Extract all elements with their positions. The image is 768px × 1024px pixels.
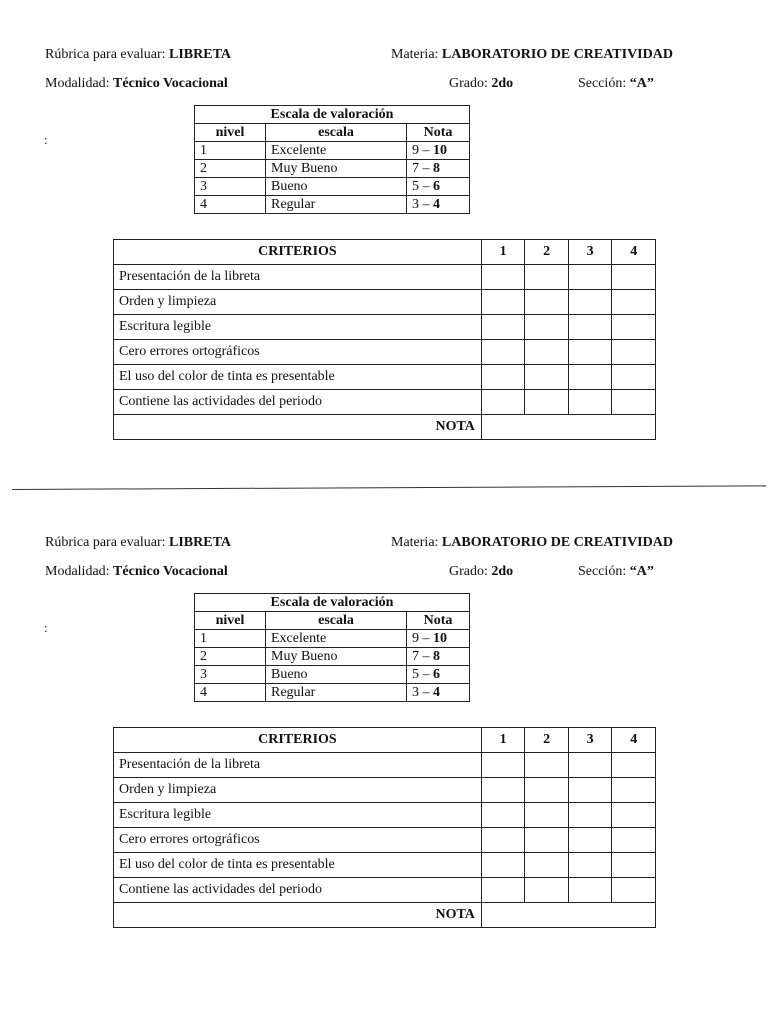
nota-value-cell[interactable] [481,903,655,928]
criteria-col-3: 3 [568,240,612,265]
rating-scale-table [194,105,470,214]
score-cell[interactable] [481,803,525,828]
criteria-label: Contiene las actividades del periodo [114,390,482,415]
score-cell[interactable] [525,803,569,828]
section-value: “A” [629,564,654,579]
criteria-table [113,727,656,928]
scale-nota: 7 – 8 [407,648,470,666]
nota-row [114,903,656,928]
criteria-row [114,878,656,903]
subject-line [391,535,673,551]
criteria-row [114,753,656,778]
scale-escala: Regular [266,196,407,214]
criteria-row [114,828,656,853]
rubric-value: LIBRETA [169,47,231,62]
scale-row [195,196,470,214]
score-cell[interactable] [525,753,569,778]
scale-row [195,648,470,666]
scale-escala: Muy Bueno [266,648,407,666]
scale-escala: Regular [266,684,407,702]
scale-nota: 9 – 10 [407,630,470,648]
scale-escala: Muy Bueno [266,160,407,178]
criteria-col-4: 4 [612,240,656,265]
criteria-col-1: 1 [481,728,525,753]
colon-mark: : [44,620,48,635]
score-cell[interactable] [568,365,612,390]
scale-nivel: 4 [195,196,266,214]
scale-title: Escala de valoración [195,106,470,124]
score-cell[interactable] [525,778,569,803]
criteria-label: El uso del color de tinta es presentable [114,365,482,390]
score-cell[interactable] [525,828,569,853]
scale-row [195,142,470,160]
section-value: “A” [629,76,654,91]
score-cell[interactable] [525,365,569,390]
score-cell[interactable] [525,853,569,878]
subject-value: LABORATORIO DE CREATIVIDAD [441,47,673,62]
score-cell[interactable] [612,340,656,365]
score-cell[interactable] [481,853,525,878]
criteria-label: Contiene las actividades del periodo [114,878,482,903]
score-cell[interactable] [481,265,525,290]
grade-label: Grado: [449,564,488,579]
criteria-header: CRITERIOS [114,728,482,753]
rubric-label: Rúbrica para evaluar: [45,47,166,62]
section-label: Sección: [578,564,627,579]
rubric-sheet-top [0,0,768,480]
scale-nivel: 1 [195,630,266,648]
mode-line [45,564,228,580]
score-cell[interactable] [612,265,656,290]
criteria-row [114,853,656,878]
scale-header-escala: escala [266,612,407,630]
scale-escala: Excelente [266,630,407,648]
scale-title: Escala de valoración [195,594,470,612]
subject-label: Materia: [391,535,439,550]
criteria-row [114,803,656,828]
criteria-col-4: 4 [612,728,656,753]
subject-value: LABORATORIO DE CREATIVIDAD [441,535,673,550]
score-cell[interactable] [568,878,612,903]
score-cell[interactable] [612,290,656,315]
subject-line [391,47,673,63]
criteria-row [114,315,656,340]
criteria-row [114,265,656,290]
score-cell[interactable] [481,753,525,778]
scale-nota: 7 – 8 [407,160,470,178]
criteria-col-2: 2 [525,728,569,753]
score-cell[interactable] [525,340,569,365]
score-cell[interactable] [525,390,569,415]
scale-row [195,666,470,684]
nota-label: NOTA [114,415,482,440]
scale-escala: Bueno [266,178,407,196]
score-cell[interactable] [568,853,612,878]
score-cell[interactable] [612,315,656,340]
score-cell[interactable] [568,315,612,340]
score-cell[interactable] [612,390,656,415]
mode-label: Modalidad: [45,564,110,579]
criteria-label: El uso del color de tinta es presentable [114,853,482,878]
grade-value: 2do [491,76,514,91]
rubric-line [45,535,231,551]
criteria-table [113,239,656,440]
criteria-row [114,290,656,315]
rubric-sheet-bottom [0,488,768,968]
scale-nota: 3 – 4 [407,196,470,214]
score-cell[interactable] [568,828,612,853]
criteria-row [114,340,656,365]
scale-header-escala: escala [266,124,407,142]
score-cell[interactable] [612,778,656,803]
score-cell[interactable] [568,778,612,803]
score-cell[interactable] [612,853,656,878]
score-cell[interactable] [525,878,569,903]
criteria-label: Presentación de la libreta [114,753,482,778]
score-cell[interactable] [525,315,569,340]
scale-nota: 5 – 6 [407,178,470,196]
score-cell[interactable] [481,390,525,415]
score-cell[interactable] [525,290,569,315]
score-cell[interactable] [481,878,525,903]
scale-nivel: 2 [195,160,266,178]
score-cell[interactable] [612,878,656,903]
score-cell[interactable] [481,290,525,315]
grade-line [449,564,513,580]
scale-escala: Excelente [266,142,407,160]
mode-value: Técnico Vocacional [113,76,228,91]
nota-row [114,415,656,440]
score-cell[interactable] [481,340,525,365]
criteria-row [114,365,656,390]
score-cell[interactable] [568,753,612,778]
criteria-label: Orden y limpieza [114,290,482,315]
scale-header-nota: Nota [407,124,470,142]
score-cell[interactable] [568,390,612,415]
criteria-row [114,778,656,803]
scale-nivel: 3 [195,178,266,196]
scale-nota: 9 – 10 [407,142,470,160]
scale-nivel: 1 [195,142,266,160]
score-cell[interactable] [481,365,525,390]
scale-nota: 5 – 6 [407,666,470,684]
rubric-label: Rúbrica para evaluar: [45,535,166,550]
criteria-label: Escritura legible [114,315,482,340]
score-cell[interactable] [568,290,612,315]
grade-label: Grado: [449,76,488,91]
scale-row [195,630,470,648]
score-cell[interactable] [481,315,525,340]
scale-header-nivel: nivel [195,612,266,630]
score-cell[interactable] [612,828,656,853]
scale-nivel: 2 [195,648,266,666]
rubric-value: LIBRETA [169,535,231,550]
criteria-label: Cero errores ortográficos [114,828,482,853]
grade-line [449,76,513,92]
scale-header-nivel: nivel [195,124,266,142]
criteria-label: Cero errores ortográficos [114,340,482,365]
section-label: Sección: [578,76,627,91]
scale-row [195,178,470,196]
criteria-header: CRITERIOS [114,240,482,265]
score-cell[interactable] [525,265,569,290]
section-line [578,564,654,580]
criteria-col-1: 1 [481,240,525,265]
score-cell[interactable] [612,753,656,778]
scale-row [195,684,470,702]
criteria-label: Presentación de la libreta [114,265,482,290]
scale-nota: 3 – 4 [407,684,470,702]
criteria-col-3: 3 [568,728,612,753]
rubric-line [45,47,231,63]
grade-value: 2do [491,564,514,579]
criteria-label: Orden y limpieza [114,778,482,803]
score-cell[interactable] [481,778,525,803]
scale-row [195,160,470,178]
rating-scale-table [194,593,470,702]
nota-label: NOTA [114,903,482,928]
criteria-label: Escritura legible [114,803,482,828]
criteria-col-2: 2 [525,240,569,265]
scale-nivel: 4 [195,684,266,702]
mode-value: Técnico Vocacional [113,564,228,579]
mode-label: Modalidad: [45,76,110,91]
score-cell[interactable] [612,365,656,390]
nota-value-cell[interactable] [481,415,655,440]
scale-nivel: 3 [195,666,266,684]
scale-escala: Bueno [266,666,407,684]
score-cell[interactable] [612,803,656,828]
section-line [578,76,654,92]
mode-line [45,76,228,92]
criteria-row [114,390,656,415]
colon-mark: : [44,132,48,147]
score-cell[interactable] [481,828,525,853]
score-cell[interactable] [568,340,612,365]
scale-header-nota: Nota [407,612,470,630]
score-cell[interactable] [568,265,612,290]
score-cell[interactable] [568,803,612,828]
subject-label: Materia: [391,47,439,62]
